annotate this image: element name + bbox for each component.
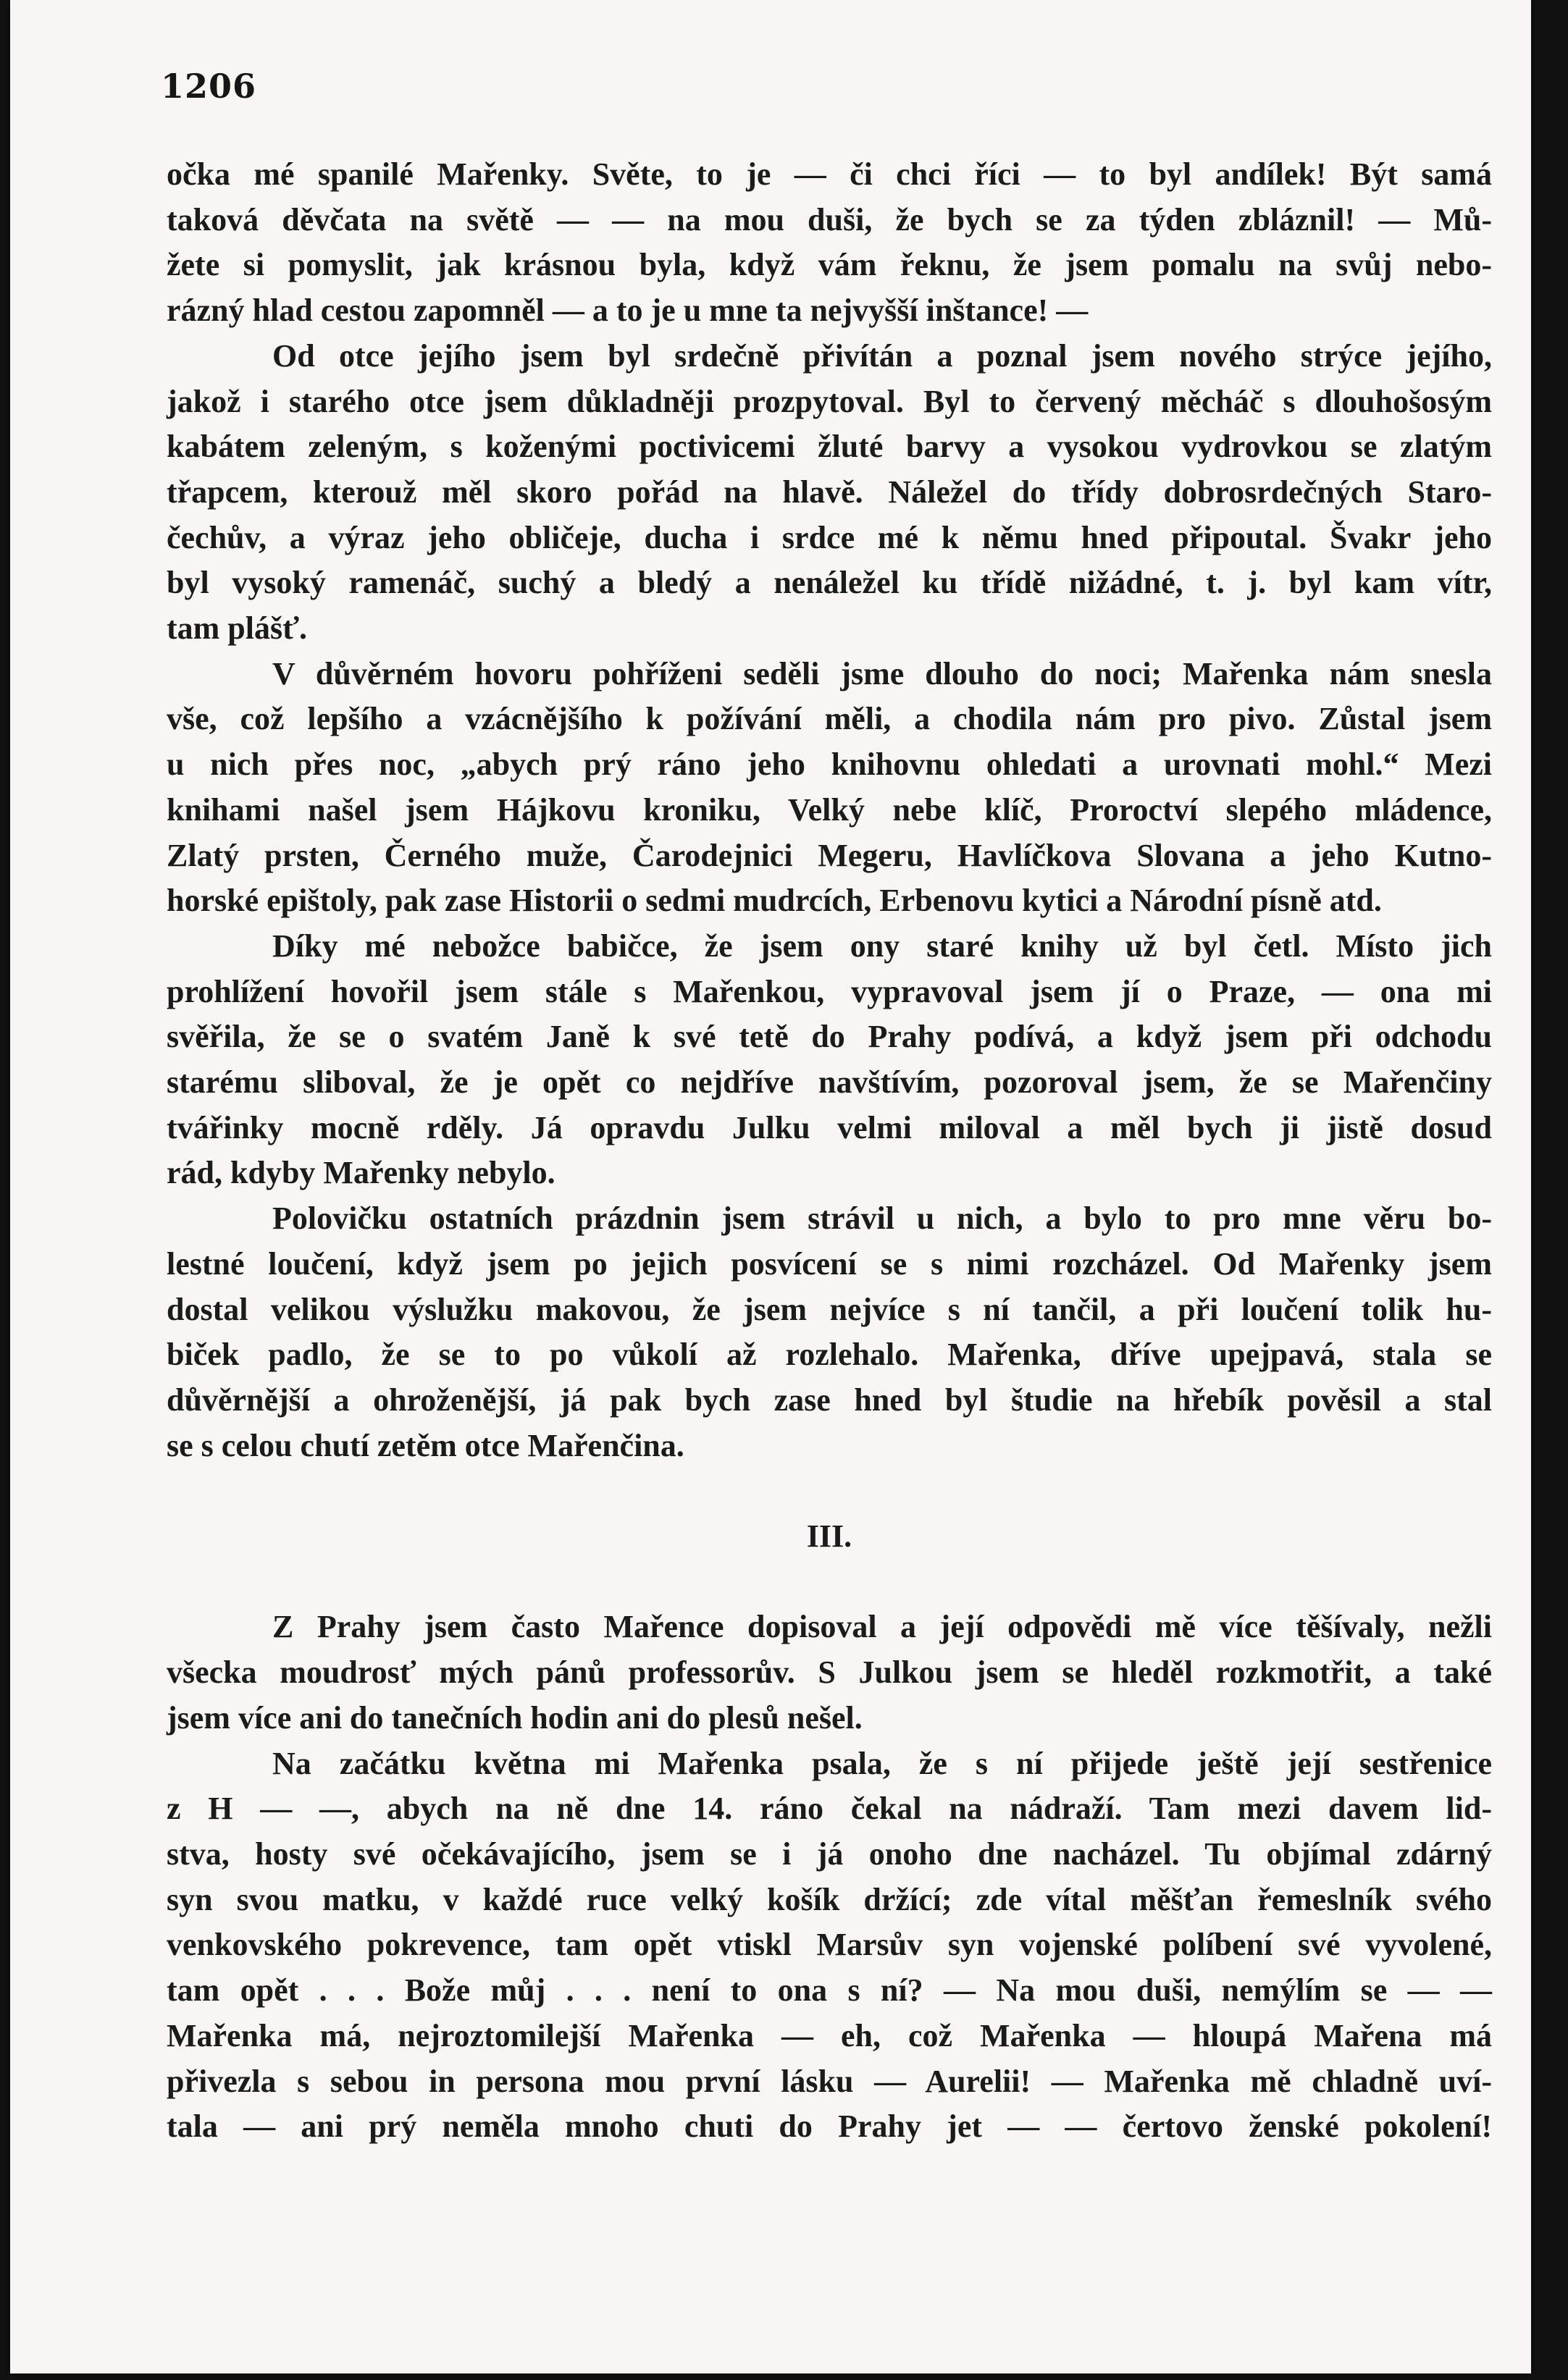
text-line: přivezla s sebou in persona mou první lásku — Aurelii! — Mařenka mě chladně uví-: [167, 2063, 1492, 2099]
text-line: u nich přes noc, „abych prý ráno jeho knihovnu ohledati a urovnati mohl.“ Mezi: [167, 747, 1492, 783]
text-line: důvěrnější a ohroženější, já pak bych zase hned byl študie na hřebík pověsil a stal: [167, 1382, 1492, 1418]
page-body: [167, 152, 1492, 2150]
text-line: taková děvčata na světě — — na mou duši, že bych se za týden zbláznil! — Mů-: [167, 201, 1492, 237]
text-line: vše, což lepšího a vzácnějšího k požívání měli, a chodila nám pro pivo. Zůstal jsem: [167, 701, 1492, 737]
text-line: Mařenka má, nejroztomilejší Mařenka — eh, což Mařenka — hloupá Mařena má: [167, 2017, 1492, 2053]
text-line: lestné loučení, když jsem po jejich posvícení se s nimi rozcházel. Od Mařenky jsem: [167, 1245, 1492, 1282]
paragraph: [167, 1196, 1492, 1468]
text-line: očka mé spanilé Mařenky. Světe, to je — či chci říci — to byl andílek! Být samá: [167, 156, 1492, 192]
text-line: svěřila, že se o svatém Janě k své tetě do Prahy podívá, a když jsem při odchodu: [167, 1019, 1492, 1055]
text-line: byl vysoký ramenáč, suchý a bledý a nenáležel ku třídě nižádné, t. j. byl kam vítr,: [167, 565, 1492, 601]
text-line: prohlížení hovořil jsem stále s Mařenkou, vypravoval jsem jí o Praze, — ona mi: [167, 973, 1492, 1009]
paragraph: [167, 1741, 1492, 2150]
text-line: knihami našel jsem Hájkovu kroniku, Velký nebe klíč, Proroctví slepého mládence,: [167, 791, 1492, 828]
section-heading: III.: [806, 1518, 852, 1555]
text-line: jakož i starého otce jsem důkladněji prozpytoval. Byl to červený měcháč s dlouhošosým: [167, 383, 1492, 419]
text-line: rád, kdyby Mařenky nebylo.: [167, 1155, 555, 1191]
text-line: dostal velikou výslužku makovou, že jsem nejvíce s ní tančil, a při loučení tolik hu-: [167, 1291, 1492, 1327]
text-line: Díky mé nebožce babičce, že jsem ony staré knihy už byl četl. Místo jich: [272, 928, 1492, 964]
text-line: venkovského pokrevence, tam opět vtiskl Marsův syn vojenské políbení své vyvolené,: [167, 1927, 1492, 1963]
text-line: tam plášť.: [167, 610, 308, 647]
text-line: starému sliboval, že je opět co nejdříve navštívím, pozoroval jsem, že se Mařenčiny: [167, 1064, 1492, 1101]
text-line: z H — —, abych na ně dne 14. ráno čekal na nádraží. Tam mezi davem lid-: [167, 1791, 1492, 1827]
text-line: Z Prahy jsem často Mařence dopisoval a její odpovědi mě více těšívaly, nežli: [272, 1609, 1492, 1645]
paragraph: [167, 152, 1492, 334]
text-line: Zlatý prsten, Černého muže, Čarodejnici Megeru, Havlíčkova Slovana a jeho Kutno-: [167, 837, 1492, 873]
text-line: stva, hosty své očekávajícího, jsem se i já onoho dne nacházel. Tu objímal zdárný: [167, 1836, 1492, 1872]
text-line: tvářinky mocně rděly. Já opravdu Julku velmi miloval a měl bych ji jistě dosud: [167, 1109, 1492, 1145]
paragraph: [167, 652, 1492, 924]
paragraph: [167, 924, 1492, 1196]
text-line: syn svou matku, v každé ruce velký košík držící; zde vítal měšťan řemeslník svého: [167, 1881, 1492, 1917]
text-line: Od otce jejího jsem byl srdečně přivítán a poznal jsem nového strýce jejího,: [272, 337, 1492, 374]
text-line: rázný hlad cestou zapomněl — a to je u mne ta nejvyšší inštance! —: [167, 293, 1089, 329]
text-line: Na začátku května mi Mařenka psala, že s ní přijede ještě její sestřenice: [272, 1745, 1492, 1781]
text-line: tam opět . . . Bože můj . . . není to ona s ní? — Na mou duši, nemýlím se — —: [167, 1972, 1492, 2009]
text-line: všecka moudrosť mých pánů professorův. S Julkou jsem se hleděl rozkmotřit, a také: [167, 1654, 1492, 1691]
paragraph: [167, 334, 1492, 652]
text-line: tala — ani prý neměla mnoho chuti do Prahy jet — — čertovo ženské pokolení!: [167, 2108, 1492, 2145]
spacer: [167, 1560, 1492, 1605]
text-line: čechův, a výraz jeho obličeje, ducha i srdce mé k němu hned připoutal. Švakr jeho: [167, 519, 1492, 555]
spacer: [167, 1468, 1492, 1514]
text-line: žete si pomyslit, jak krásnou byla, když vám řeknu, že jsem pomalu na svůj nebo-: [167, 247, 1492, 283]
text-line: biček padlo, že se to po vůkolí až rozlehalo. Mařenka, dříve upejpavá, stala se: [167, 1337, 1492, 1373]
text-line: třapcem, kterouž měl skoro pořád na hlavě. Náležel do třídy dobrosrdečných Staro-: [167, 474, 1492, 510]
text-block-after-heading: [167, 1605, 1492, 2149]
text-line: V důvěrném hovoru pohříženi seděli jsme dlouho do noci; Mařenka nám snesla: [272, 655, 1492, 691]
text-line: Polovičku ostatních prázdnin jsem strávil u nich, a bylo to pro mne věru bo-: [272, 1200, 1492, 1237]
text-line: horské epištoly, pak zase Historii o sedmi mudrcích, Erbenovu kytici a Národní písně atd.: [167, 883, 1382, 919]
text-line: jsem více ani do tanečních hodin ani do plesů nešel.: [167, 1699, 863, 1736]
text-line: se s celou chutí zetěm otce Mařenčina.: [167, 1427, 684, 1463]
book-page: [10, 0, 1531, 2373]
paragraph: [167, 1605, 1492, 1741]
page-number: 1206: [161, 67, 257, 106]
text-block-before-heading: [167, 152, 1492, 1468]
text-line: kabátem zeleným, s koženými poctivicemi žluté barvy a vysokou vydrovkou se zlatým: [167, 429, 1492, 465]
